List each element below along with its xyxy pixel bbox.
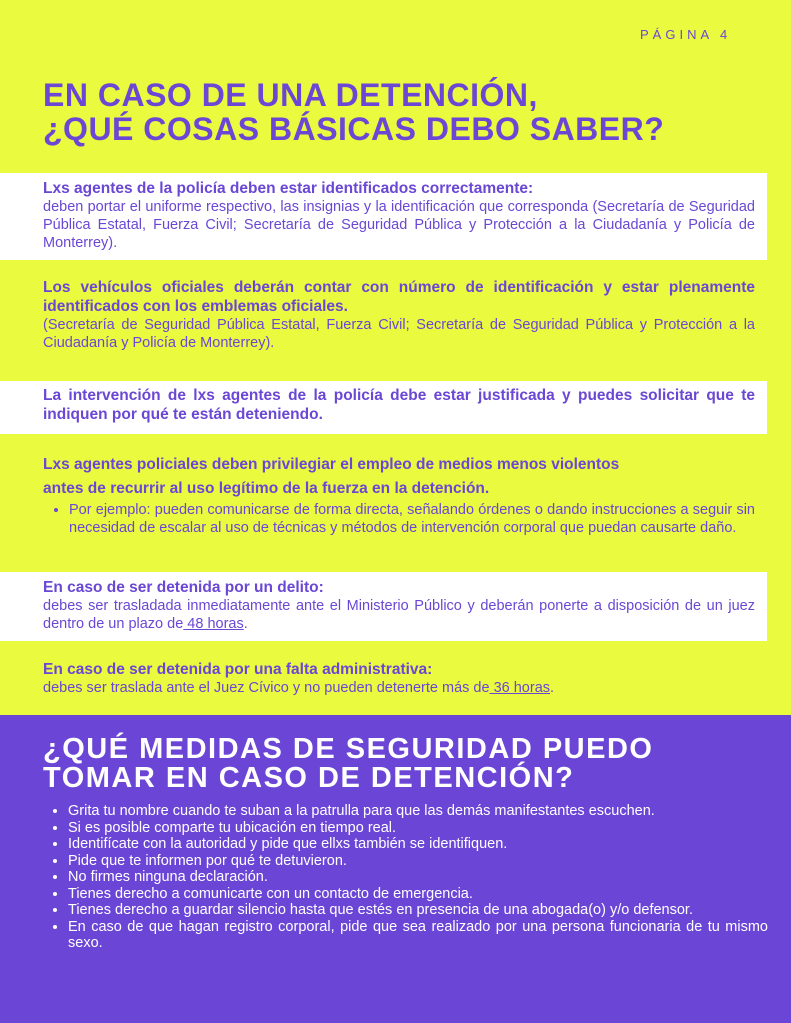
- block-text-end: .: [243, 616, 248, 632]
- list-item: • En caso de que hagan registro corporal, pide que sea realizado por una persona funcionaria de tu mismo sexo.: [68, 919, 768, 952]
- page-title-line-1: EN CASO DE UNA DETENCIÓN,: [43, 77, 538, 113]
- block-heading-line-2: antes de recurrir al uso legítimo de la fuerza en la detención.: [43, 480, 490, 497]
- info-block-less-violent: [0, 455, 767, 555]
- block-heading: En caso de ser detenida por un delito:: [43, 579, 324, 596]
- block-heading-line-1: Lxs agentes policiales deben privilegiar el empleo de medios menos violentos: [43, 456, 620, 473]
- list-item: • Pide que te informen por qué te detuvieron.: [68, 853, 768, 870]
- time-limit-36: 36 horas: [489, 680, 551, 696]
- block-text-body: debes ser traslada ante el Juez Cívico y no pueden detenerte más de: [43, 680, 490, 696]
- block-heading: Lxs agentes de la policía deben estar identificados correctamente:: [43, 180, 534, 197]
- info-block-identification: [0, 173, 767, 260]
- info-block-justification: [0, 381, 767, 434]
- list-item: • Tienes derecho a guardar silencio hasta que estés en presencia de una abogada(o) y/o defensor.: [68, 902, 768, 919]
- block-text: [43, 597, 755, 633]
- list-item: • Identifícate con la autoridad y pide que ellxs también se identifiquen.: [68, 836, 768, 853]
- page-number: PÁGINA 4: [640, 27, 732, 42]
- list-item: • Tienes derecho a comunicarte con un contacto de emergencia.: [68, 886, 768, 903]
- security-title-line-2: TOMAR EN CASO DE DETENCIÓN?: [43, 762, 575, 794]
- block-text-end: .: [550, 680, 555, 696]
- example-list: [43, 501, 755, 537]
- block-text: [43, 679, 755, 697]
- block-heading: Los vehículos oficiales deberán contar con número de identificación y estar plenamente identificados con los emblemas oficiales.: [43, 279, 755, 315]
- block-text: (Secretaría de Seguridad Pública Estatal, Fuerza Civil; Secretaría de Seguridad Pública y Protección a la Ciudadanía y Policía de Monterrey).: [43, 317, 755, 351]
- block-heading: En caso de ser detenida por una falta administrativa:: [43, 661, 433, 678]
- security-title-line-1: ¿QUÉ MEDIDAS DE SEGURIDAD PUEDO: [43, 733, 654, 765]
- list-item: • Si es posible comparte tu ubicación en tiempo real.: [68, 820, 768, 837]
- block-heading: La intervención de lxs agentes de la policía debe estar justificada y puedes solicitar que te indiquen por qué te están deteniendo.: [43, 387, 755, 423]
- security-section: [0, 715, 791, 1023]
- security-title: [43, 735, 753, 793]
- list-item: • Grita tu nombre cuando te suban a la patrulla para que las demás manifestantes escuchen.: [68, 803, 768, 820]
- block-text: deben portar el uniforme respectivo, las insignias y la identificación que corresponda (Secretaría de Seguridad Pública Estatal, Fuerza Civil; Secretaría de Seguridad Pública y Protección a la Ciudadanía y Policía de Monterrey).: [43, 199, 755, 251]
- page-title: [43, 78, 763, 146]
- time-limit-48: 48 horas: [183, 616, 244, 632]
- info-block-administrative: [0, 660, 767, 700]
- list-item: • No firmes ninguna declaración.: [68, 869, 768, 886]
- list-item: • Por ejemplo: pueden comunicarse de forma directa, señalando órdenes o dando instrucciones a seguir sin necesidad de escalar al uso de técnicas y métodos de intervención corporal que puedan causarte daño.: [69, 501, 755, 537]
- page-title-line-2: ¿QUÉ COSAS BÁSICAS DEBO SABER?: [43, 111, 665, 147]
- block-text-body: debes ser trasladada inmediatamente ante el Ministerio Público y deberán ponerte a disposición de un juez dentro de un plazo de: [43, 598, 755, 632]
- info-block-vehicles: [0, 278, 767, 358]
- info-block-crime: [0, 572, 767, 641]
- security-list: [43, 803, 768, 952]
